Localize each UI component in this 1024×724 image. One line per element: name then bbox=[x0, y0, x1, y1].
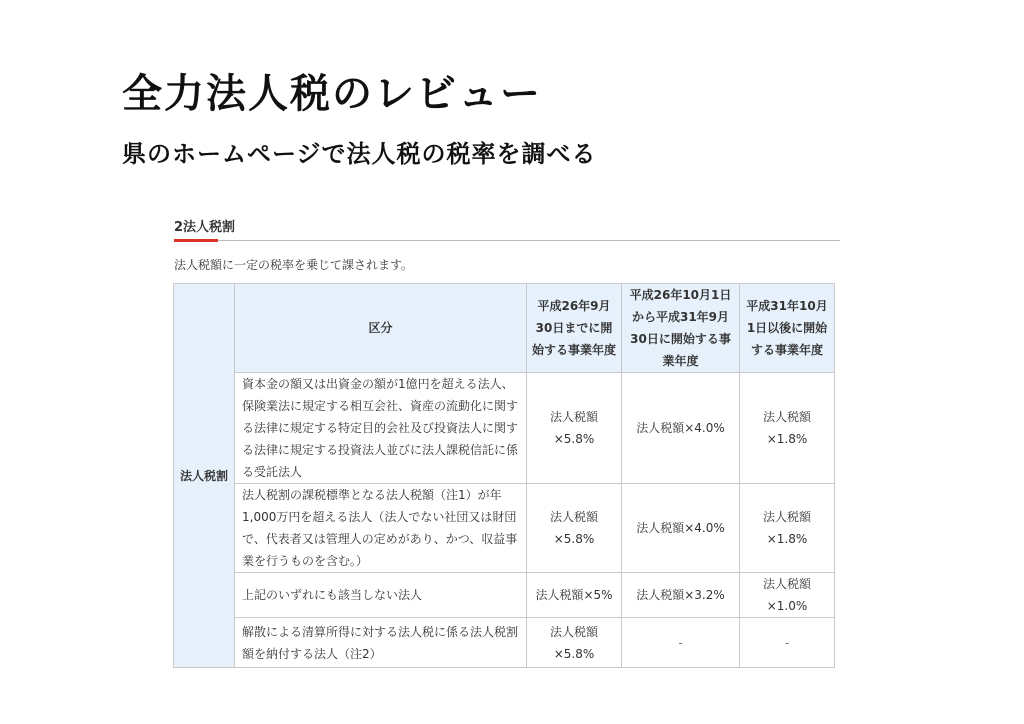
row-2-category: 法人税割の課税標準となる法人税額（注1）が年1,000万円を超える法人（法人でない社団又は財団で、代表者又は管理人の定めがあり、かつ、収益事業を行うものを含む。） bbox=[235, 484, 527, 573]
slide-subtitle: 県のホームページで法人税の税率を調べる bbox=[122, 140, 597, 168]
row-1-period-2: 法人税額×4.0% bbox=[622, 373, 740, 484]
slide-title: 全力法人税のレビュー bbox=[122, 71, 542, 117]
row-2-period-3: 法人税額×1.8% bbox=[740, 484, 835, 573]
row-1-period-3: 法人税額×1.8% bbox=[740, 373, 835, 484]
header-category: 区分 bbox=[235, 284, 527, 373]
section-heading-text: 2法人税割 bbox=[174, 220, 236, 235]
header-period-2: 平成26年10月1日から平成31年9月30日に開始する事業年度 bbox=[622, 284, 740, 373]
row-4-period-3: - bbox=[740, 618, 835, 668]
tax-rate-table bbox=[173, 283, 835, 668]
row-4-period-1: 法人税額×5.8% bbox=[527, 618, 622, 668]
section-heading bbox=[174, 216, 840, 241]
row-3-period-2: 法人税額×3.2% bbox=[622, 573, 740, 618]
header-period-3: 平成31年10月1日以後に開始する事業年度 bbox=[740, 284, 835, 373]
row-3-period-1: 法人税額×5% bbox=[527, 573, 622, 618]
section-lead-text: 法人税額に一定の税率を乗じて課されます。 bbox=[174, 258, 414, 272]
section-heading-accent bbox=[174, 239, 218, 242]
row-3-category: 上記のいずれにも該当しない法人 bbox=[235, 573, 527, 618]
row-4-category: 解散による清算所得に対する法人税に係る法人税割額を納付する法人（注2） bbox=[235, 618, 527, 668]
table-header-row bbox=[174, 284, 835, 373]
row-2-period-2: 法人税額×4.0% bbox=[622, 484, 740, 573]
row-1-period-1: 法人税額×5.8% bbox=[527, 373, 622, 484]
table-row bbox=[174, 373, 835, 484]
table-row bbox=[174, 573, 835, 618]
row-3-period-3: 法人税額×1.0% bbox=[740, 573, 835, 618]
row-1-category: 資本金の額又は出資金の額が1億円を超える法人、保険業法に規定する相互会社、資産の流動化に関する法律に規定する特定目的会社及び投資法人に関する法律に規定する投資法人並びに法人課税信託に係る受託法人 bbox=[235, 373, 527, 484]
row-group-label: 法人税割 bbox=[174, 284, 235, 668]
table-row bbox=[174, 618, 835, 668]
row-2-period-1: 法人税額×5.8% bbox=[527, 484, 622, 573]
table-row bbox=[174, 484, 835, 573]
row-4-period-2: - bbox=[622, 618, 740, 668]
header-period-1: 平成26年9月30日までに開始する事業年度 bbox=[527, 284, 622, 373]
